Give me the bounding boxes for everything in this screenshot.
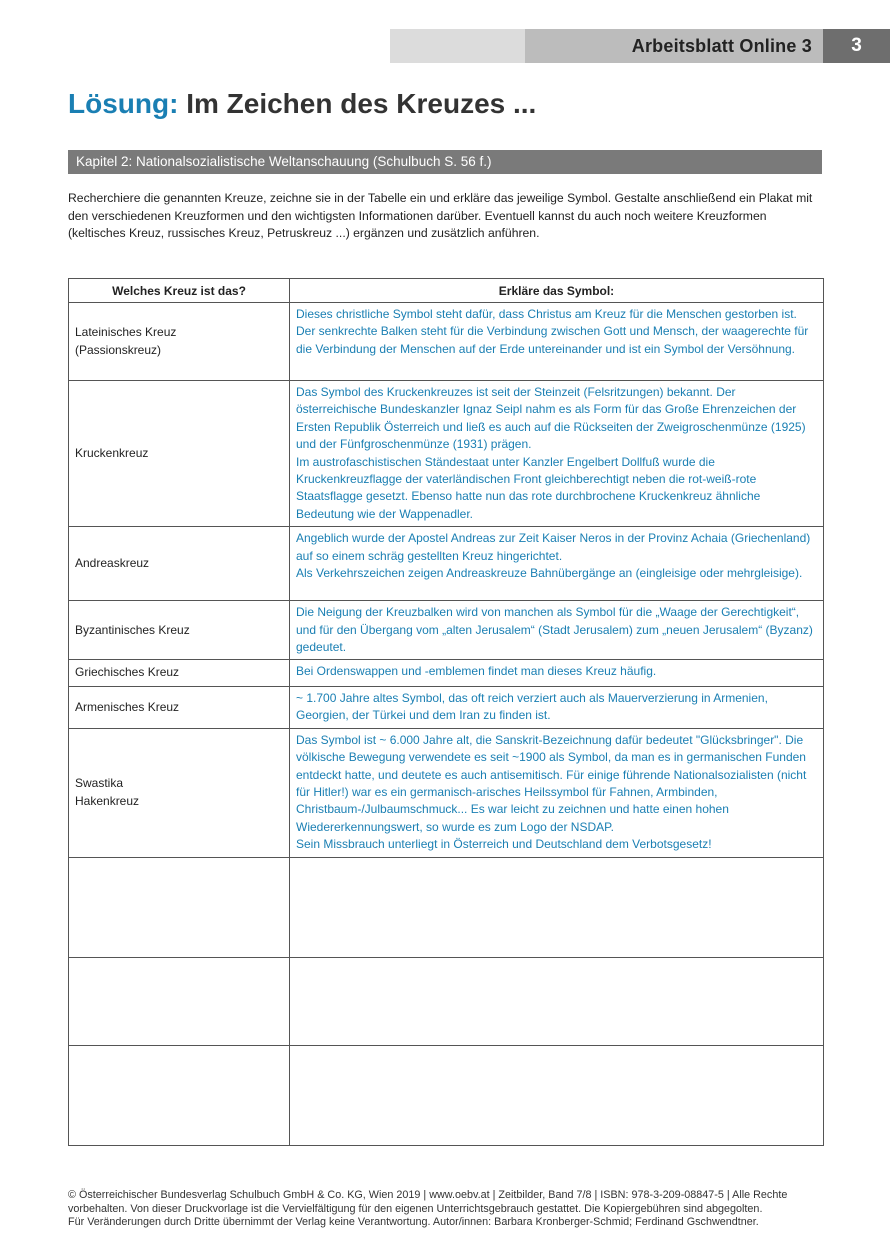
page-number: 3: [823, 29, 890, 63]
symbol-explanation: [290, 527, 824, 601]
table-header-row: [69, 279, 824, 303]
table-row: [69, 660, 824, 687]
table-row: [69, 381, 824, 527]
cross-alt-name: Hakenkreuz: [75, 793, 140, 808]
symbol-explanation: Die Neigung der Kreuzbalken wird von manchen als Symbol für die „Waage der Gerechtigkeit“, und für den Übergang vom „alten Jerusalem“ (Stadt Jerusalem) zum „neuen Jerusalem“ (Byzanz) gedeutet.: [290, 601, 824, 660]
cross-alt-name: (Passionskreuz): [75, 342, 162, 357]
cross-name-cell: [69, 303, 290, 381]
empty-cell: [69, 1045, 290, 1145]
empty-cell: [69, 957, 290, 1045]
empty-row: [69, 1045, 824, 1145]
explanation-part-2: Im austrofaschistischen Ständestaat unter Kanzler Engelbert Dollfuß wurde die Kruckenkreuzflagge der vaterländischen Front gleichberechtigt neben die rot-weiß-rote Staatsflagge gesetzt. Ebenso hatte nun das rote durchbrochene Kruckenkreuz ähnliche Bedeutung wie der Wappenadler.: [296, 454, 761, 521]
empty-cell: [290, 1045, 824, 1145]
cross-name: Byzantinisches Kreuz: [75, 622, 190, 637]
explanation-part-1: Das Symbol des Kruckenkreuzes ist seit der Steinzeit (Felsritzungen) bekannt. Der österreichische Bundeskanzler Ignaz Seipl nahm es als Form für das Große Ehrenzeichen der Ersten Republik Österreich und ließ es auch auf die Rückseiten der Zweigroschenmünze (1925) und der Fünfgroschenmünze (1931) prägen.: [296, 385, 806, 452]
cross-name-cell: [69, 686, 290, 728]
header-bar: [390, 29, 890, 63]
table-row: [69, 601, 824, 660]
empty-cell: [69, 857, 290, 957]
cross-name-cell: [69, 381, 290, 527]
cross-name-cell: [69, 728, 290, 857]
cross-table: [68, 278, 824, 1146]
cross-name: Lateinisches Kreuz: [75, 325, 177, 339]
worksheet-title: Arbeitsblatt Online 3: [631, 36, 812, 56]
cross-name-cell: [69, 527, 290, 601]
empty-row: [69, 957, 824, 1045]
table-row: [69, 686, 824, 728]
symbol-explanation: ~ 1.700 Jahre altes Symbol, das oft reich verziert auch als Mauerverzierung in Armenien, Georgien, der Türkei und dem Iran zu finden ist.: [290, 686, 824, 728]
table-row: [69, 527, 824, 601]
title-text: Im Zeichen des Kreuzes ...: [186, 88, 537, 119]
footer-line: © Österreichischer Bundesverlag Schulbuch GmbH & Co. KG, Wien 2019 | www.oebv.at | Zeitbilder, Band 7/8 | ISBN: 978-3-209-08847-5 | Alle Rechte vorbehalten. Von dieser Druckvorlage ist die Vervielfältigung für den eigenen Unterrichtsgebrauch gestattet. Die Kopiergebühren sind abgegolten.: [68, 1189, 788, 1215]
symbol-explanation: [290, 381, 824, 527]
column-header-symbol: Erkläre das Symbol:: [290, 279, 824, 303]
cross-name: Armenisches Kreuz: [75, 699, 180, 714]
table-row: [69, 303, 824, 381]
cross-name: Kruckenkreuz: [75, 445, 149, 460]
cross-name-cell: [69, 660, 290, 687]
footer-line: Für Veränderungen durch Dritte übernimmt der Verlag keine Verantwortung. Autor/innen: Barbara Kronberger-Schmid; Ferdinand Gschwendtner.: [68, 1216, 759, 1228]
page-title: [68, 88, 536, 120]
table-row: [69, 728, 824, 857]
symbol-explanation: [290, 728, 824, 857]
chapter-bar: Kapitel 2: Nationalsozialistische Weltanschauung (Schulbuch S. 56 f.): [68, 150, 822, 174]
explanation-part-2: Sein Missbrauch unterliegt in Österreich und Deutschland dem Verbotsgesetz!: [296, 837, 712, 852]
explanation-part-2: Als Verkehrszeichen zeigen Andreaskreuze Bahnübergänge an (eingleisige oder mehrgleisige).: [296, 566, 803, 581]
empty-row: [69, 857, 824, 957]
cross-name-cell: [69, 601, 290, 660]
header-band-light: [390, 29, 525, 63]
symbol-explanation: Dieses christliche Symbol steht dafür, dass Christus am Kreuz für die Menschen gestorben ist. Der senkrechte Balken steht für die Verbindung zwischen Gott und Mensch, der waagerechte für die Verbindung der Menschen auf der Erde untereinander und ist ein Symbol der Versöhnung.: [290, 303, 824, 381]
title-prefix: Lösung:: [68, 88, 179, 119]
copyright-footer: [68, 1189, 828, 1230]
symbol-explanation: Bei Ordenswappen und -emblemen findet man dieses Kreuz häufig.: [290, 660, 824, 687]
cross-name: Griechisches Kreuz: [75, 665, 180, 680]
empty-cell: [290, 957, 824, 1045]
explanation-part-1: Das Symbol ist ~ 6.000 Jahre alt, die Sanskrit-Bezeichnung dafür bedeutet "Glücksbringer". Die völkische Bewegung verwendete es seit ~1900 als Symbol, da man es in germanischen Funden entdeckt hatte, und deutete es auch antisemitisch. Für einige führende Nationalsozialisten (nicht für Hitler!) war es ein germanisch-arisches Heilssymbol für Fahnen, Armbinden, Christbaum-/Julbaumschmuck... Es war leicht zu zeichnen und hatte einen hohen Wiedererkennungswert, so wurde es zum Logo der NSDAP.: [296, 732, 807, 834]
column-header-cross: Welches Kreuz ist das?: [69, 279, 290, 303]
cross-name: Swastika: [75, 776, 124, 791]
empty-cell: [290, 857, 824, 957]
explanation-part-1: Angeblich wurde der Apostel Andreas zur Zeit Kaiser Neros in der Provinz Achaia (Griechenland) auf so einem schräg gestellten Kreuz hingerichtet.: [296, 531, 811, 563]
cross-name: Andreaskreuz: [75, 556, 150, 570]
instructions: Recherchiere die genannten Kreuze, zeichne sie in der Tabelle ein und erkläre das jeweilige Symbol. Gestalte anschließend ein Plakat mit den verschiedenen Kreuzformen und den wichtigsten Informationen darüber. Eventuell kannst du auch noch weitere Kreuzformen (keltisches Kreuz, russisches Kreuz, Petruskreuz ...) ergänzen und zusätzlich anführen.: [68, 191, 813, 240]
